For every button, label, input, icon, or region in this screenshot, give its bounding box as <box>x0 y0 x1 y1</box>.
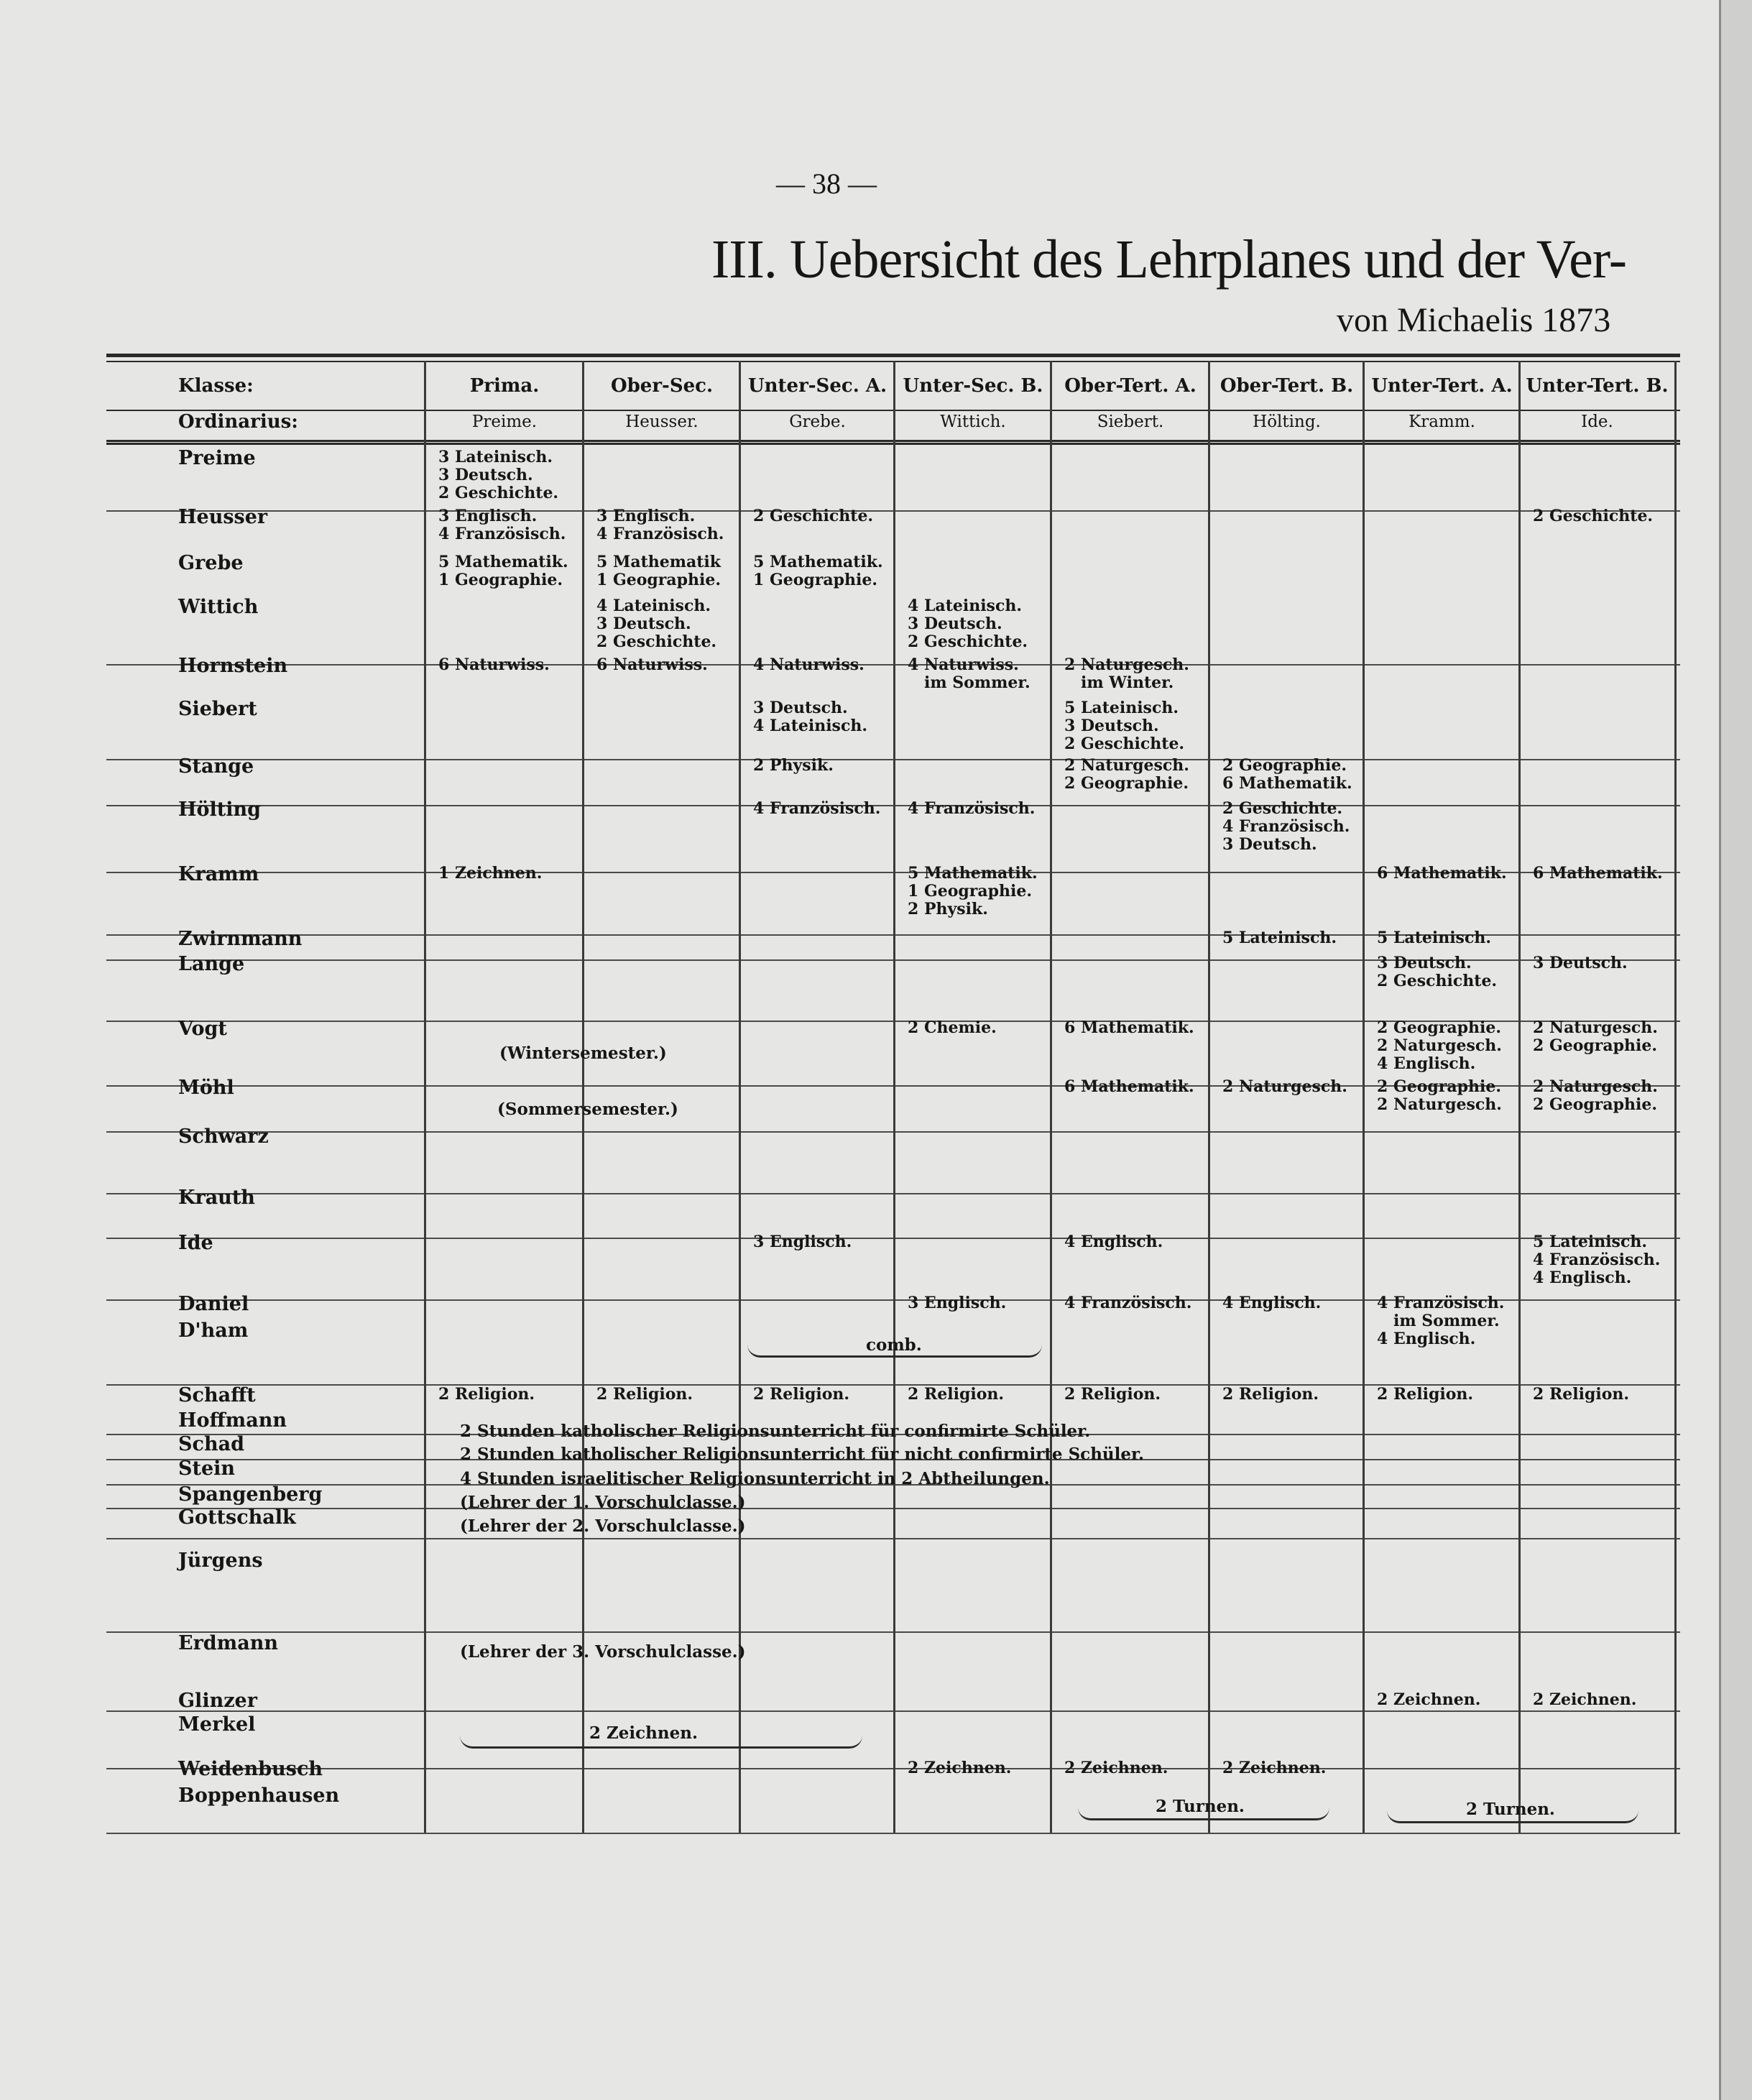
document-subtitle: von Michaelis 1873 <box>1337 301 1611 339</box>
ordinarius-name: Grebe. <box>789 413 846 431</box>
lesson-cell: 3 Englisch. <box>753 1233 852 1251</box>
lesson-cell: 2 Geographie. 2 Naturgesch. <box>1377 1077 1502 1114</box>
lesson-cell: 2 Zeichnen. <box>1064 1759 1168 1777</box>
ordinarius-name: Hölting. <box>1253 413 1321 431</box>
class-header: Unter-Tert. A. <box>1371 375 1513 397</box>
lesson-cell: 2 Zeichnen. <box>1222 1759 1327 1777</box>
ordinarius-name: Siebert. <box>1097 413 1164 431</box>
page-number: — 38 — <box>776 167 877 200</box>
lesson-cell: 2 Geschichte. <box>753 507 874 525</box>
lesson-cell: 5 Mathematik. 1 Geographie. 2 Physik. <box>908 864 1038 918</box>
lesson-cell: 2 Chemie. <box>908 1018 997 1037</box>
lesson-cell: 6 Mathematik. <box>1377 864 1507 883</box>
ordinarius-name: Wittich. <box>940 413 1006 431</box>
class-header: Ober-Tert. B. <box>1220 375 1354 397</box>
grouping-brace <box>1078 1807 1329 1820</box>
span-note-merkel-zeichnen: 2 Zeichnen. <box>589 1723 698 1743</box>
lesson-cell: 3 Englisch. 4 Französisch. <box>596 507 724 543</box>
lesson-cell: 2 Religion. <box>908 1385 1005 1404</box>
lesson-cell: 4 Naturwiss. <box>753 655 865 674</box>
grouping-brace <box>1387 1810 1638 1823</box>
lesson-cell: 2 Naturgesch. im Winter. <box>1064 655 1189 692</box>
column-rule <box>739 361 741 1833</box>
ordinarius-name: Kramm. <box>1408 413 1475 431</box>
lesson-cell: 5 Mathematik 1 Geographie. <box>596 553 721 589</box>
lesson-cell: 3 Deutsch. 4 Lateinisch. <box>753 699 867 735</box>
span-note-sommersemester: (Sommersemester.) <box>497 1100 678 1119</box>
lesson-cell: 4 Naturwiss. im Sommer. <box>908 655 1031 692</box>
teacher-name: Spangenberg <box>178 1483 323 1506</box>
lesson-cell: 5 Lateinisch. 3 Deutsch. 2 Geschichte. <box>1064 699 1185 753</box>
lesson-cell: 4 Lateinisch. 3 Deutsch. 2 Geschichte. <box>596 597 717 651</box>
teacher-name: Stange <box>178 755 254 778</box>
lesson-cell: 6 Naturwiss. <box>596 655 708 674</box>
lesson-cell: 5 Mathematik. 1 Geographie. <box>438 553 568 589</box>
lesson-cell: 4 Englisch. <box>1222 1294 1322 1312</box>
class-header: Prima. <box>469 375 540 397</box>
lesson-cell: 3 Englisch. <box>908 1294 1007 1312</box>
span-note-wintersemester: (Wintersemester.) <box>499 1044 667 1063</box>
teacher-name: Schafft <box>178 1384 256 1406</box>
lesson-cell: 2 Naturgesch. <box>1222 1077 1347 1096</box>
column-rule <box>1363 361 1365 1833</box>
span-note-spangenberg: (Lehrer der 1. Vorschulclasse.) <box>460 1493 746 1512</box>
lesson-cell: 2 Zeichnen. <box>1533 1690 1637 1709</box>
teacher-name: Jürgens <box>178 1549 263 1572</box>
teacher-name: Hölting <box>178 798 262 821</box>
span-note-turnen-a: 2 Turnen. <box>1156 1797 1245 1816</box>
lesson-cell: 2 Naturgesch. 2 Geographie. <box>1533 1077 1658 1114</box>
column-rule <box>1518 361 1521 1833</box>
teacher-name: Hoffmann <box>178 1409 287 1432</box>
span-note-comb: comb. <box>866 1335 922 1355</box>
teacher-name: Glinzer <box>178 1690 257 1712</box>
lesson-cell: 3 Deutsch. <box>1533 954 1628 972</box>
column-rule <box>1050 361 1052 1833</box>
lesson-cell: 4 Französisch. <box>908 799 1036 818</box>
class-header: Unter-Tert. B. <box>1526 375 1669 397</box>
lesson-cell: 4 Lateinisch. 3 Deutsch. 2 Geschichte. <box>908 597 1028 651</box>
lesson-cell: 5 Lateinisch. <box>1222 929 1337 947</box>
lesson-cell: 4 Französisch. <box>1064 1294 1192 1312</box>
span-note-hoffmann: 2 Stunden katholischer Religionsunterricht für confirmirte Schüler. <box>460 1422 1091 1441</box>
teacher-name: D'ham <box>178 1320 249 1342</box>
ordinarius-label: Ordinarius: <box>178 411 298 433</box>
teacher-name: Hornstein <box>178 655 288 677</box>
teacher-name: Boppenhausen <box>178 1784 340 1807</box>
lesson-cell: 2 Religion. <box>1533 1385 1630 1404</box>
klasse-label: Klasse: <box>178 375 254 397</box>
lesson-cell: 2 Religion. <box>1222 1385 1319 1404</box>
teacher-name: Erdmann <box>178 1632 279 1654</box>
row-rule <box>106 1833 1680 1834</box>
teacher-name: Wittich <box>178 596 259 618</box>
lesson-cell: 5 Mathematik. 1 Geographie. <box>753 553 883 589</box>
lesson-cell: 2 Religion. <box>1377 1385 1474 1404</box>
column-rule <box>424 361 426 1833</box>
teacher-name: Zwirnmann <box>178 928 303 950</box>
teacher-name: Kramm <box>178 863 259 885</box>
teacher-name: Grebe <box>178 552 244 574</box>
lesson-cell: 4 Französisch. im Sommer. 4 Englisch. <box>1377 1294 1505 1348</box>
class-header: Ober-Sec. <box>610 375 714 397</box>
teacher-name: Heusser <box>178 506 268 528</box>
page-edge <box>1719 0 1752 2100</box>
lesson-cell: 2 Religion. <box>753 1385 850 1404</box>
teacher-name: Krauth <box>178 1187 255 1209</box>
grouping-brace <box>460 1735 862 1749</box>
span-note-erdmann: (Lehrer der 3. Vorschulclasse.) <box>460 1642 746 1662</box>
span-note-turnen-b: 2 Turnen. <box>1466 1800 1555 1819</box>
grouping-brace <box>747 1344 1042 1358</box>
teacher-name: Daniel <box>178 1293 249 1315</box>
lesson-cell: 6 Mathematik. <box>1064 1077 1194 1096</box>
lesson-cell: 6 Naturwiss. <box>438 655 550 674</box>
span-note-gottschalk: (Lehrer der 2. Vorschulclasse.) <box>460 1516 746 1536</box>
teacher-name: Möhl <box>178 1077 234 1099</box>
lesson-cell: 2 Religion. <box>596 1385 693 1404</box>
ordinarius-name: Heusser. <box>625 413 699 431</box>
lesson-cell: 2 Geographie. 6 Mathematik. <box>1222 756 1352 793</box>
teacher-name: Ide <box>178 1232 213 1254</box>
lesson-cell: 3 Lateinisch. 3 Deutsch. 2 Geschichte. <box>438 448 559 502</box>
teacher-name: Schad <box>178 1433 244 1455</box>
teacher-name: Siebert <box>178 698 257 720</box>
lesson-cell: 4 Französisch. <box>753 799 881 818</box>
span-note-schad: 2 Stunden katholischer Religionsunterricht für nicht confirmirte Schüler. <box>460 1445 1145 1464</box>
ordinarius-name: Preime. <box>471 413 538 431</box>
teacher-name: Schwarz <box>178 1125 269 1148</box>
teacher-name: Stein <box>178 1457 236 1480</box>
lesson-cell: 5 Lateinisch. <box>1377 929 1491 947</box>
teacher-name: Gottschalk <box>178 1506 296 1529</box>
lesson-cell: 2 Zeichnen. <box>908 1759 1012 1777</box>
lesson-cell: 2 Physik. <box>753 756 834 775</box>
lesson-cell: 5 Lateinisch. 4 Französisch. 4 Englisch. <box>1533 1233 1661 1287</box>
teacher-name: Merkel <box>178 1713 256 1736</box>
document-title: III. Uebersicht des Lehrplanes und der Ver- <box>711 229 1627 290</box>
column-rule <box>1208 361 1210 1833</box>
teacher-name: Vogt <box>178 1018 227 1040</box>
teacher-name: Preime <box>178 447 256 469</box>
lesson-cell: 2 Zeichnen. <box>1377 1690 1481 1709</box>
lesson-cell: 2 Naturgesch. 2 Geographie. <box>1533 1018 1658 1055</box>
ordinarius-name: Ide. <box>1581 413 1613 431</box>
lesson-cell: 3 Deutsch. 2 Geschichte. <box>1377 954 1498 990</box>
lesson-cell: 6 Mathematik. <box>1064 1018 1194 1037</box>
span-note-stein: 4 Stunden israelitischer Religionsunterricht in 2 Abtheilungen. <box>460 1469 1050 1488</box>
class-header: Unter-Sec. B. <box>903 375 1043 397</box>
column-rule <box>893 361 895 1833</box>
lesson-cell: 2 Geschichte. 4 Französisch. 3 Deutsch. <box>1222 799 1350 854</box>
lesson-cell: 2 Geographie. 2 Naturgesch. 4 Englisch. <box>1377 1018 1502 1073</box>
lesson-cell: 2 Naturgesch. 2 Geographie. <box>1064 756 1189 793</box>
teacher-name: Weidenbusch <box>178 1758 323 1780</box>
class-header: Unter-Sec. A. <box>747 375 887 397</box>
lesson-cell: 6 Mathematik. <box>1533 864 1663 883</box>
lesson-cell: 2 Religion. <box>1064 1385 1161 1404</box>
lesson-cell: 1 Zeichnen. <box>438 864 543 883</box>
column-rule <box>1674 361 1677 1833</box>
class-header: Ober-Tert. A. <box>1064 375 1197 397</box>
teacher-name: Lange <box>178 953 245 975</box>
column-rule <box>582 361 584 1833</box>
lesson-cell: 2 Religion. <box>438 1385 535 1404</box>
table-rule <box>106 354 1680 357</box>
lesson-cell: 3 Englisch. 4 Französisch. <box>438 507 566 543</box>
lesson-cell: 4 Englisch. <box>1064 1233 1163 1251</box>
lesson-cell: 2 Geschichte. <box>1533 507 1654 525</box>
